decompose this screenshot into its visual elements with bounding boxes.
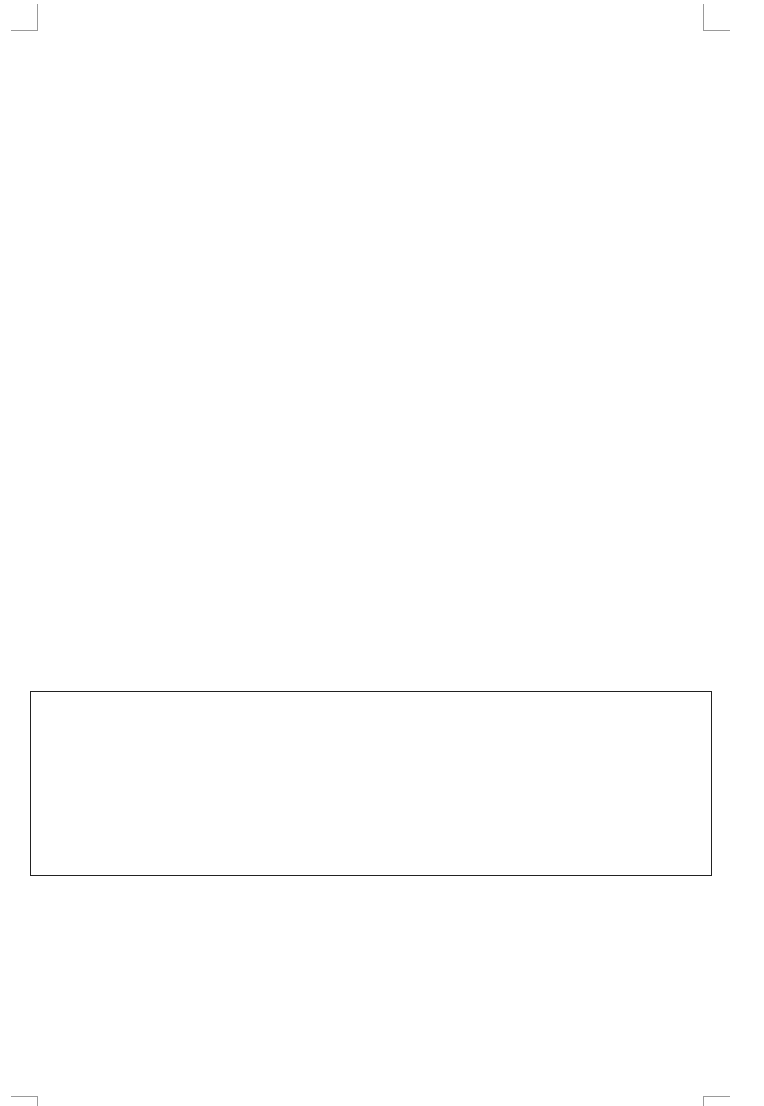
crop-mark-top-left [11, 4, 38, 31]
crop-mark-top-right [703, 4, 730, 31]
choices-box [30, 691, 712, 876]
